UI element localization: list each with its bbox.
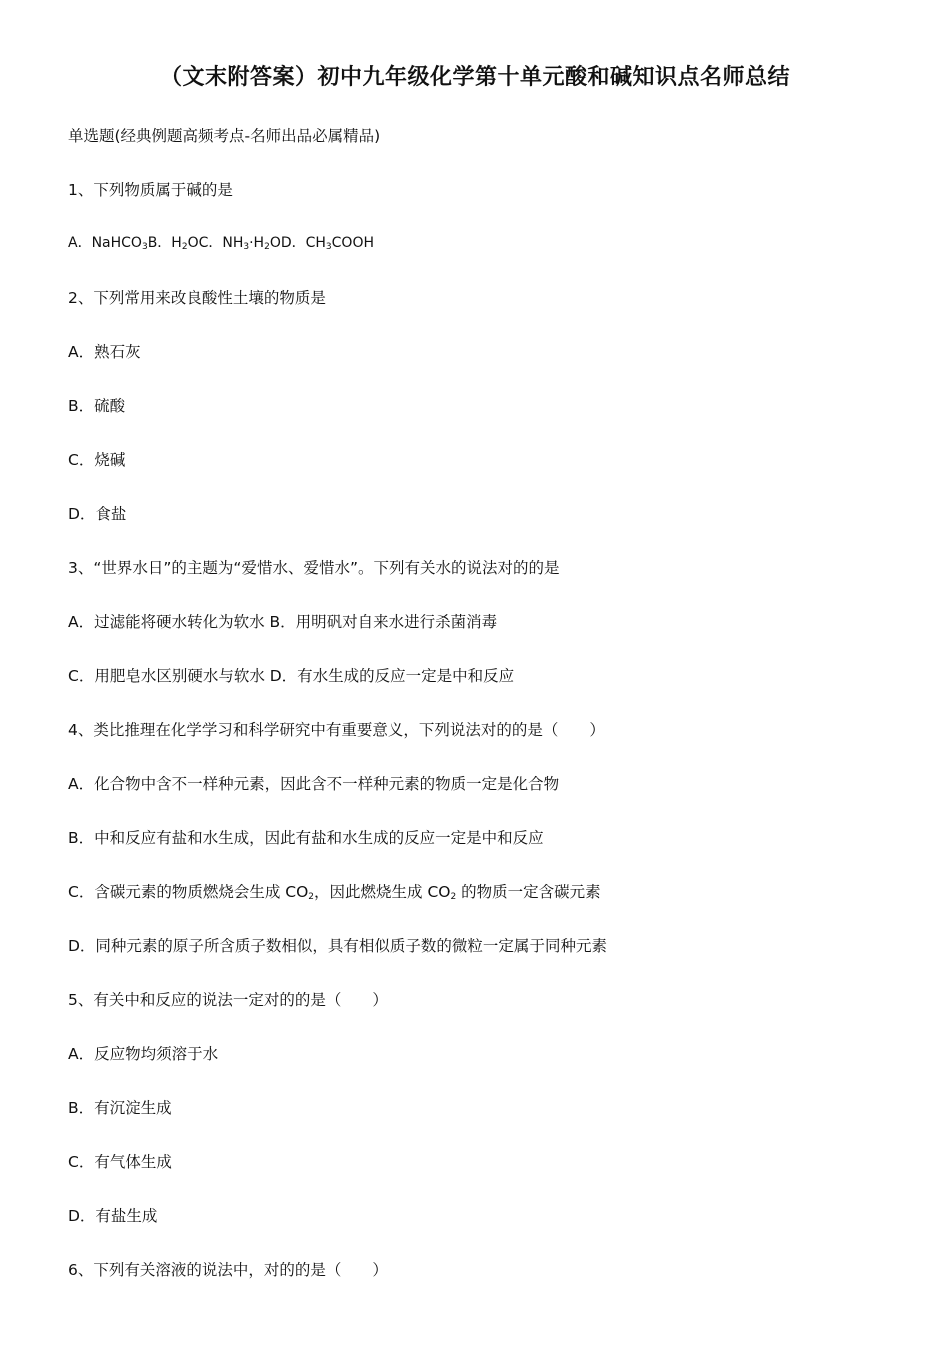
question-5-option-b: B．有沉淀生成 (68, 1099, 172, 1117)
question-2-option-b: B．硫酸 (68, 397, 126, 415)
question-5-option-c: C．有气体生成 (68, 1153, 172, 1171)
question-3-options-cd: C．用肥皂水区别硬水与软水 D．有水生成的反应一定是中和反应 (68, 667, 515, 685)
question-4-option-b: B．中和反应有盐和水生成，因此有盐和水生成的反应一定是中和反应 (68, 829, 544, 847)
question-4: 4、类比推理在化学学习和科学研究中有重要意义，下列说法对的的是（ ） (68, 721, 605, 739)
page-title: （文末附答案）初中九年级化学第十单元酸和碱知识点名师总结 (159, 65, 790, 90)
question-4-option-d: D．同种元素的原子所含质子数相似，具有相似质子数的微粒一定属于同种元素 (68, 937, 607, 955)
question-2: 2、下列常用来改良酸性土壤的物质是 (68, 289, 326, 307)
question-2-option-a: A．熟石灰 (68, 343, 141, 361)
question-2-option-d: D．食盐 (68, 505, 127, 523)
question-5: 5、有关中和反应的说法一定对的的是（ ） (68, 991, 388, 1009)
question-1-options: A．NaHCO$_3$B．$H_2OC$．$NH_3\cdot H_2OD$．$CH_3COOH$ (68, 235, 374, 252)
question-4-option-c: C．含碳元素的物质燃烧会生成 $CO_2$，因此燃烧生成 $CO_2$ 的物质一定含碳元素 (68, 883, 601, 902)
section-heading: 单选题(经典例题高频考点-名师出品必属精品) (68, 127, 381, 145)
question-4-option-a: A．化合物中含不一样种元素，因此含不一样种元素的物质一定是化合物 (68, 775, 560, 793)
question-3: 3、“世界水日”的主题为“爱惜水、爱惜水”。下列有关水的说法对的的是 (68, 559, 560, 577)
question-5-option-d: D．有盐生成 (68, 1207, 158, 1225)
question-1: 1、下列物质属于碱的是 (68, 181, 233, 199)
question-6: 6、下列有关溶液的说法中，对的的是（ ） (68, 1261, 388, 1279)
question-2-option-c: C．烧碱 (68, 451, 126, 469)
question-3-options-ab: A．过滤能将硬水转化为软水 B．用明矾对自来水进行杀菌消毒 (68, 613, 498, 631)
question-5-option-a: A．反应物均须溶于水 (68, 1045, 219, 1063)
